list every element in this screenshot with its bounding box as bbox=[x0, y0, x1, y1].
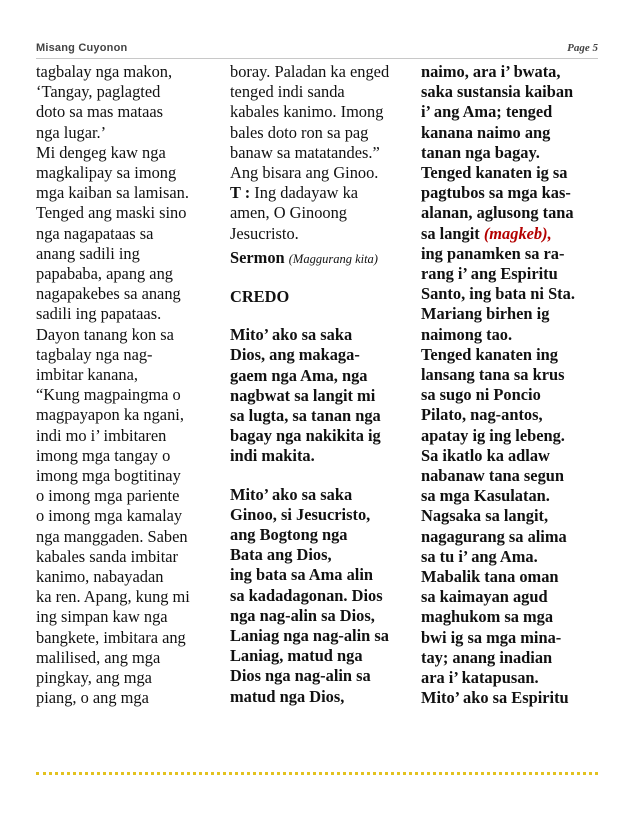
text-line: matud nga Dios, bbox=[230, 686, 345, 706]
credo-heading: CREDO bbox=[230, 287, 290, 307]
text-line: Mito’ ako sa Espiritu bbox=[421, 688, 569, 708]
text-line: indi makita. bbox=[230, 446, 315, 466]
response-line bbox=[230, 183, 414, 203]
text-line: kanimo, nabayadan bbox=[36, 567, 164, 587]
text-line: nagagurang sa alima bbox=[421, 526, 567, 546]
text-line: anang sadili ing bbox=[36, 243, 140, 263]
text-line: o imong mga pariente bbox=[36, 486, 180, 506]
text-line: gaem nga Ama, nga bbox=[230, 365, 368, 385]
text-line: Dios, ang makaga- bbox=[230, 345, 360, 365]
text-line: Ginoo, si Jesucristo, bbox=[230, 504, 371, 524]
text-line: Ang bisara ang Ginoo. bbox=[230, 163, 379, 183]
credo-paragraph-2 bbox=[230, 485, 414, 707]
text-line: nga manggaden. Saben bbox=[36, 526, 188, 546]
header-divider bbox=[36, 58, 598, 59]
text-line: sa sugo ni Poncio bbox=[421, 385, 541, 405]
text-line: sa kaimayan agud bbox=[421, 587, 548, 607]
text-line: ka ren. Apang, kung mi bbox=[36, 587, 190, 607]
text-column-3 bbox=[421, 62, 605, 709]
text-line: i’ ang Ama; tenged bbox=[421, 102, 553, 122]
text-line: imong mga tangay o bbox=[36, 445, 171, 465]
response-label: T : bbox=[230, 183, 251, 203]
text-line: Bata ang Dios, bbox=[230, 545, 332, 565]
text-line: ara i’ katapusan. bbox=[421, 668, 539, 688]
text-line: nga nagapataas sa bbox=[36, 223, 154, 243]
text-line: ing simpan kaw nga bbox=[36, 607, 168, 627]
footer-dotted-divider bbox=[36, 772, 598, 775]
text-column-1 bbox=[36, 62, 226, 709]
text-line: piang, o ang mga bbox=[36, 688, 149, 708]
text-line: naimo, ara i’ bwata, bbox=[421, 62, 561, 81]
text-line: saka sustansia kaiban bbox=[421, 82, 574, 102]
text-line: imbitar kanana, bbox=[36, 365, 138, 385]
text-line-with-rubric bbox=[421, 224, 605, 244]
text-line: bwi ig sa mga mina- bbox=[421, 627, 562, 647]
text-line: papababa, apang ang bbox=[36, 264, 173, 284]
text-line: ing bata sa Ama alin bbox=[230, 565, 373, 585]
text-line: Mito’ ako sa saka bbox=[230, 325, 353, 345]
text-line: Dayon tanang kon sa bbox=[36, 324, 174, 344]
credo-paragraph-1 bbox=[230, 325, 414, 466]
text-line: doto sa mas mataas bbox=[36, 102, 163, 122]
text-line: naimong tao. bbox=[421, 324, 513, 344]
running-header-title: Misang Cuyonon bbox=[36, 42, 128, 54]
text-line: amen, O Ginoong bbox=[230, 203, 347, 223]
text-line: indi mo i’ imbitaren bbox=[36, 425, 167, 445]
text-line: Tenged kanaten ig sa bbox=[421, 163, 568, 183]
text-line: Santo, ing bata ni Sta. bbox=[421, 284, 575, 304]
text-line: imong mga bogtitinay bbox=[36, 466, 181, 486]
text-column-2 bbox=[230, 62, 414, 707]
text-line: Jesucristo. bbox=[230, 223, 299, 243]
text-line: boray. Paladan ka enged bbox=[230, 62, 390, 81]
text-line: tagbalay nga nag- bbox=[36, 344, 153, 364]
text-line: kabales sanda imbitar bbox=[36, 546, 179, 566]
text-line: pagtubos sa mga kas- bbox=[421, 183, 571, 203]
text-line: nga nag-alin sa Dios, bbox=[230, 605, 375, 625]
text-line: apatay ig ing lebeng. bbox=[421, 425, 565, 445]
text-line: Sa ikatlo ka adlaw bbox=[421, 445, 550, 465]
text-line: bales doto ron sa pag bbox=[230, 122, 369, 142]
text-line: mga kaiban sa lamisan. bbox=[36, 183, 189, 203]
text-line: sa lugta, sa tanan nga bbox=[230, 406, 381, 426]
text-line: tanan nga bagay. bbox=[421, 142, 540, 162]
text-line: Laniag nga nag-alin sa bbox=[230, 626, 389, 646]
sermon-note: (Maggurang kita) bbox=[288, 251, 378, 266]
text-line: o imong mga kamalay bbox=[36, 506, 183, 526]
text-line: Dios nga nag-alin sa bbox=[230, 666, 371, 686]
text-line: tenged indi sanda bbox=[230, 82, 345, 102]
text-line: Nagsaka sa langit, bbox=[421, 506, 549, 526]
sermon-line bbox=[230, 248, 414, 269]
text-line: tay; anang inadian bbox=[421, 647, 553, 667]
response-text: Ing dadayaw ka bbox=[250, 183, 359, 203]
text-line: Mi dengeg kaw nga bbox=[36, 142, 166, 162]
text-line: magpayapon ka ngani, bbox=[36, 405, 184, 425]
text-line: kanana naimo ang bbox=[421, 122, 551, 142]
text-line: Mabalik tana oman bbox=[421, 567, 559, 587]
text-line: Laniag, matud nga bbox=[230, 646, 363, 666]
text-line: lansang tana sa krus bbox=[421, 365, 565, 385]
text-line: alanan, aglusong tana bbox=[421, 203, 574, 223]
text-line: Tenged kanaten ing bbox=[421, 344, 558, 364]
text-line: ‘Tangay, paglagted bbox=[36, 82, 161, 102]
text-line: Mariang birhen ig bbox=[421, 304, 550, 324]
text-line: nga lugar.’ bbox=[36, 122, 107, 142]
text-line: Pilato, nag-antos, bbox=[421, 405, 543, 425]
rubric-note: (magkeb), bbox=[483, 223, 552, 243]
text-line: magkalipay sa imong bbox=[36, 163, 177, 183]
text-line: Tenged ang maski sino bbox=[36, 203, 187, 223]
text-line: nabanaw tana segun bbox=[421, 466, 565, 486]
text-line: rang i’ ang Espiritu bbox=[421, 264, 558, 284]
text-line: sadili ing papataas. bbox=[36, 304, 162, 324]
text-segment: sa langit bbox=[421, 223, 484, 243]
text-line: nagapakebes sa anang bbox=[36, 284, 181, 304]
text-line: ing panamken sa ra- bbox=[421, 243, 565, 263]
text-line: bangkete, imbitara ang bbox=[36, 627, 186, 647]
text-line: “Kung magpaingma o bbox=[36, 385, 181, 405]
text-line: malilised, ang mga bbox=[36, 647, 161, 667]
text-line: sa kadadagonan. Dios bbox=[230, 585, 383, 605]
text-line: maghukom sa mga bbox=[421, 607, 554, 627]
text-line: sa tu i’ ang Ama. bbox=[421, 546, 538, 566]
page-number: Page 5 bbox=[567, 42, 598, 54]
text-line: tagbalay nga makon, bbox=[36, 62, 173, 81]
text-line: kabales kanimo. Imong bbox=[230, 102, 384, 122]
text-line: sa mga Kasulatan. bbox=[421, 486, 550, 506]
text-line: Mito’ ako sa saka bbox=[230, 484, 353, 504]
text-line: pingkay, ang mga bbox=[36, 668, 152, 688]
text-line: banaw sa matatandes.” bbox=[230, 142, 380, 162]
text-line: ang Bogtong nga bbox=[230, 525, 348, 545]
text-line: bagay nga nakikita ig bbox=[230, 426, 381, 446]
sermon-label: Sermon bbox=[230, 247, 285, 267]
text-line: nagbwat sa langit mi bbox=[230, 385, 376, 405]
